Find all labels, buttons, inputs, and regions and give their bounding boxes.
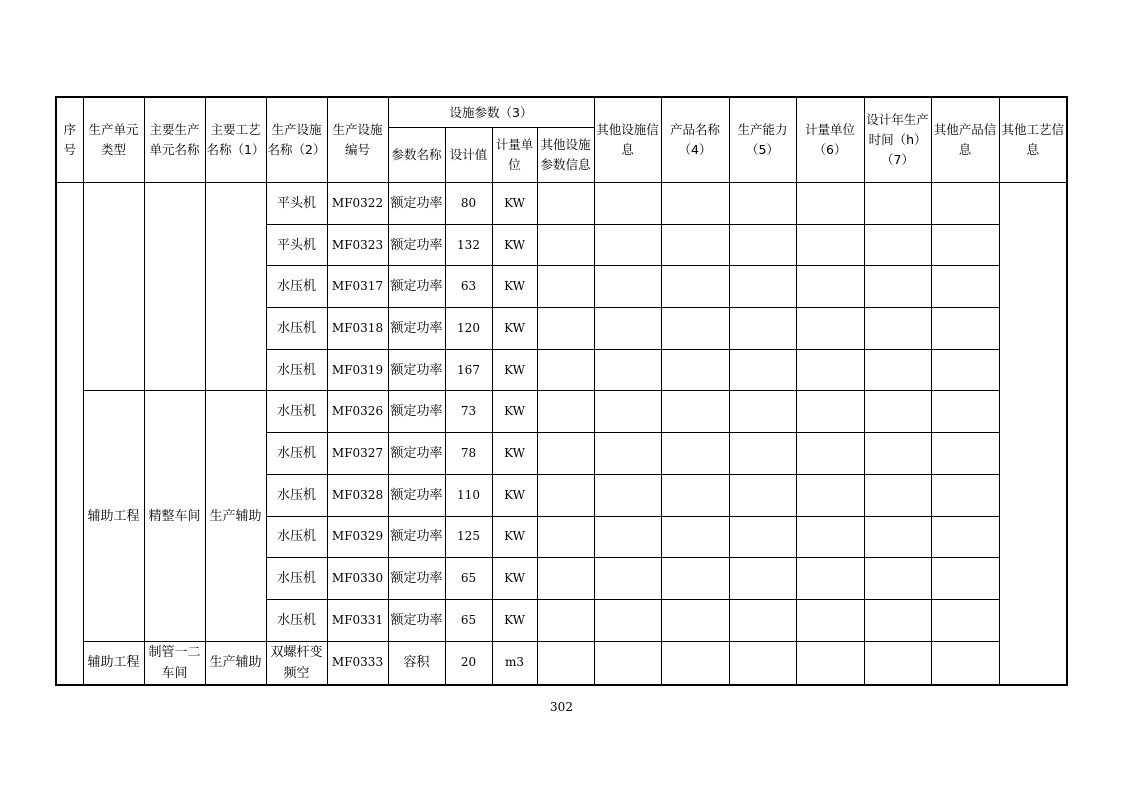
empty-cell (796, 516, 864, 558)
unit-type-cell (83, 183, 144, 391)
header-facility-name: 生产设施名称（2） (266, 97, 327, 183)
facility-code-cell: MF0319 (327, 349, 388, 391)
facility-table (55, 96, 1068, 686)
design-value-cell: 80 (445, 183, 492, 225)
empty-cell (537, 183, 594, 225)
header-other-product: 其他产品信息 (931, 97, 999, 183)
empty-cell (661, 183, 729, 225)
process-cell: 生产辅助 (205, 641, 266, 685)
empty-cell (661, 558, 729, 600)
measure-unit-cell: KW (492, 474, 537, 516)
design-value-cell: 110 (445, 474, 492, 516)
facility-code-cell: MF0323 (327, 224, 388, 266)
empty-cell (537, 266, 594, 308)
empty-cell (729, 266, 796, 308)
seq-cell (56, 183, 83, 685)
empty-cell (661, 308, 729, 350)
empty-cell (864, 266, 931, 308)
measure-unit-cell: KW (492, 516, 537, 558)
empty-cell (594, 641, 661, 685)
measure-unit-cell: KW (492, 224, 537, 266)
param-name-cell: 额定功率 (388, 349, 445, 391)
design-value-cell: 65 (445, 599, 492, 641)
empty-cell (729, 183, 796, 225)
design-value-cell: 78 (445, 433, 492, 475)
facility-code-cell: MF0326 (327, 391, 388, 433)
design-value-cell: 120 (445, 308, 492, 350)
header-capacity: 生产能力（5） (729, 97, 796, 183)
design-value-cell: 125 (445, 516, 492, 558)
empty-cell (661, 516, 729, 558)
measure-unit-cell: KW (492, 183, 537, 225)
facility-code-cell: MF0327 (327, 433, 388, 475)
facility-name-cell: 水压机 (266, 433, 327, 475)
empty-cell (796, 641, 864, 685)
empty-cell (661, 433, 729, 475)
empty-cell (864, 391, 931, 433)
facility-code-cell: MF0317 (327, 266, 388, 308)
facility-code-cell: MF0329 (327, 516, 388, 558)
param-name-cell: 额定功率 (388, 391, 445, 433)
empty-cell (594, 183, 661, 225)
param-name-cell: 额定功率 (388, 599, 445, 641)
facility-name-cell: 水压机 (266, 474, 327, 516)
empty-cell (796, 349, 864, 391)
empty-cell (931, 433, 999, 475)
param-name-cell: 额定功率 (388, 433, 445, 475)
empty-cell (661, 599, 729, 641)
empty-cell (796, 558, 864, 600)
header-facility-code: 生产设施编号 (327, 97, 388, 183)
empty-cell (864, 349, 931, 391)
header-seq: 序号 (56, 97, 83, 183)
page-number: 302 (550, 700, 573, 714)
param-name-cell: 额定功率 (388, 474, 445, 516)
facility-code-cell: MF0331 (327, 599, 388, 641)
unit-name-cell (144, 183, 205, 391)
measure-unit-cell: KW (492, 308, 537, 350)
facility-name-cell: 水压机 (266, 516, 327, 558)
empty-cell (594, 349, 661, 391)
param-name-cell: 额定功率 (388, 516, 445, 558)
empty-cell (537, 391, 594, 433)
empty-cell (594, 599, 661, 641)
header-design-value: 设计值 (445, 128, 492, 183)
empty-cell (661, 474, 729, 516)
empty-cell (729, 433, 796, 475)
facility-code-cell: MF0318 (327, 308, 388, 350)
empty-cell (729, 308, 796, 350)
design-value-cell: 73 (445, 391, 492, 433)
measure-unit-cell: KW (492, 349, 537, 391)
facility-name-cell: 水压机 (266, 599, 327, 641)
empty-cell (864, 516, 931, 558)
unit-name-cell: 精整车间 (144, 391, 205, 641)
empty-cell (931, 266, 999, 308)
empty-cell (864, 641, 931, 685)
empty-cell (537, 558, 594, 600)
empty-cell (864, 558, 931, 600)
empty-cell (661, 224, 729, 266)
empty-cell (594, 308, 661, 350)
empty-cell (864, 474, 931, 516)
empty-cell (796, 433, 864, 475)
header-annual-hours: 设计年生产时间（h）（7） (864, 97, 931, 183)
empty-cell (931, 308, 999, 350)
other-process-cell (999, 183, 1067, 685)
empty-cell (931, 391, 999, 433)
empty-cell (796, 474, 864, 516)
empty-cell (594, 474, 661, 516)
facility-code-cell: MF0330 (327, 558, 388, 600)
design-value-cell: 20 (445, 641, 492, 685)
unit-type-cell: 辅助工程 (83, 391, 144, 641)
facility-name-cell: 水压机 (266, 349, 327, 391)
measure-unit-cell: KW (492, 266, 537, 308)
design-value-cell: 167 (445, 349, 492, 391)
facility-name-cell: 平头机 (266, 183, 327, 225)
facility-name-cell: 水压机 (266, 308, 327, 350)
design-value-cell: 63 (445, 266, 492, 308)
empty-cell (864, 224, 931, 266)
empty-cell (537, 641, 594, 685)
empty-cell (796, 224, 864, 266)
process-cell: 生产辅助 (205, 391, 266, 641)
header-unit-name: 主要生产单元名称 (144, 97, 205, 183)
header-other-process: 其他工艺信息 (999, 97, 1067, 183)
process-cell (205, 183, 266, 391)
empty-cell (537, 599, 594, 641)
facility-name-cell: 水压机 (266, 391, 327, 433)
empty-cell (729, 558, 796, 600)
empty-cell (931, 474, 999, 516)
facility-name-cell: 水压机 (266, 266, 327, 308)
param-name-cell: 额定功率 (388, 266, 445, 308)
empty-cell (594, 516, 661, 558)
empty-cell (594, 558, 661, 600)
empty-cell (864, 433, 931, 475)
param-name-cell: 容积 (388, 641, 445, 685)
empty-cell (931, 558, 999, 600)
measure-unit-cell: KW (492, 558, 537, 600)
empty-cell (864, 599, 931, 641)
header-params-group: 设施参数（3） (388, 97, 594, 128)
empty-cell (729, 224, 796, 266)
facility-name-cell: 水压机 (266, 558, 327, 600)
header-process: 主要工艺名称（1） (205, 97, 266, 183)
facility-name-cell: 平头机 (266, 224, 327, 266)
facility-code-cell: MF0328 (327, 474, 388, 516)
empty-cell (729, 516, 796, 558)
facility-name-cell: 双螺杆变频空 (266, 641, 327, 685)
empty-cell (729, 349, 796, 391)
empty-cell (796, 391, 864, 433)
empty-cell (796, 266, 864, 308)
empty-cell (931, 641, 999, 685)
design-value-cell: 132 (445, 224, 492, 266)
measure-unit-cell: KW (492, 391, 537, 433)
empty-cell (931, 599, 999, 641)
header-unit-type: 生产单元类型 (83, 97, 144, 183)
param-name-cell: 额定功率 (388, 183, 445, 225)
header-other-param: 其他设施参数信息 (537, 128, 594, 183)
empty-cell (537, 516, 594, 558)
header-capacity-unit: 计量单位（6） (796, 97, 864, 183)
measure-unit-cell: KW (492, 599, 537, 641)
empty-cell (729, 641, 796, 685)
facility-code-cell: MF0322 (327, 183, 388, 225)
unit-name-cell: 制管一二车间 (144, 641, 205, 685)
empty-cell (931, 516, 999, 558)
empty-cell (661, 349, 729, 391)
empty-cell (537, 474, 594, 516)
param-name-cell: 额定功率 (388, 308, 445, 350)
empty-cell (796, 599, 864, 641)
empty-cell (537, 308, 594, 350)
empty-cell (729, 391, 796, 433)
header-product-name: 产品名称（4） (661, 97, 729, 183)
design-value-cell: 65 (445, 558, 492, 600)
measure-unit-cell: KW (492, 433, 537, 475)
empty-cell (537, 224, 594, 266)
facility-code-cell: MF0333 (327, 641, 388, 685)
empty-cell (864, 183, 931, 225)
unit-type-cell: 辅助工程 (83, 641, 144, 685)
empty-cell (594, 224, 661, 266)
empty-cell (661, 266, 729, 308)
empty-cell (594, 433, 661, 475)
empty-cell (729, 599, 796, 641)
empty-cell (931, 224, 999, 266)
param-name-cell: 额定功率 (388, 224, 445, 266)
empty-cell (729, 474, 796, 516)
measure-unit-cell: m3 (492, 641, 537, 685)
empty-cell (796, 308, 864, 350)
empty-cell (661, 391, 729, 433)
header-param-name: 参数名称 (388, 128, 445, 183)
param-name-cell: 额定功率 (388, 558, 445, 600)
empty-cell (661, 641, 729, 685)
empty-cell (537, 433, 594, 475)
empty-cell (594, 266, 661, 308)
empty-cell (931, 349, 999, 391)
empty-cell (796, 183, 864, 225)
empty-cell (594, 391, 661, 433)
empty-cell (864, 308, 931, 350)
empty-cell (537, 349, 594, 391)
empty-cell (931, 183, 999, 225)
header-measure-unit: 计量单位 (492, 128, 537, 183)
header-other-facility: 其他设施信息 (594, 97, 661, 183)
